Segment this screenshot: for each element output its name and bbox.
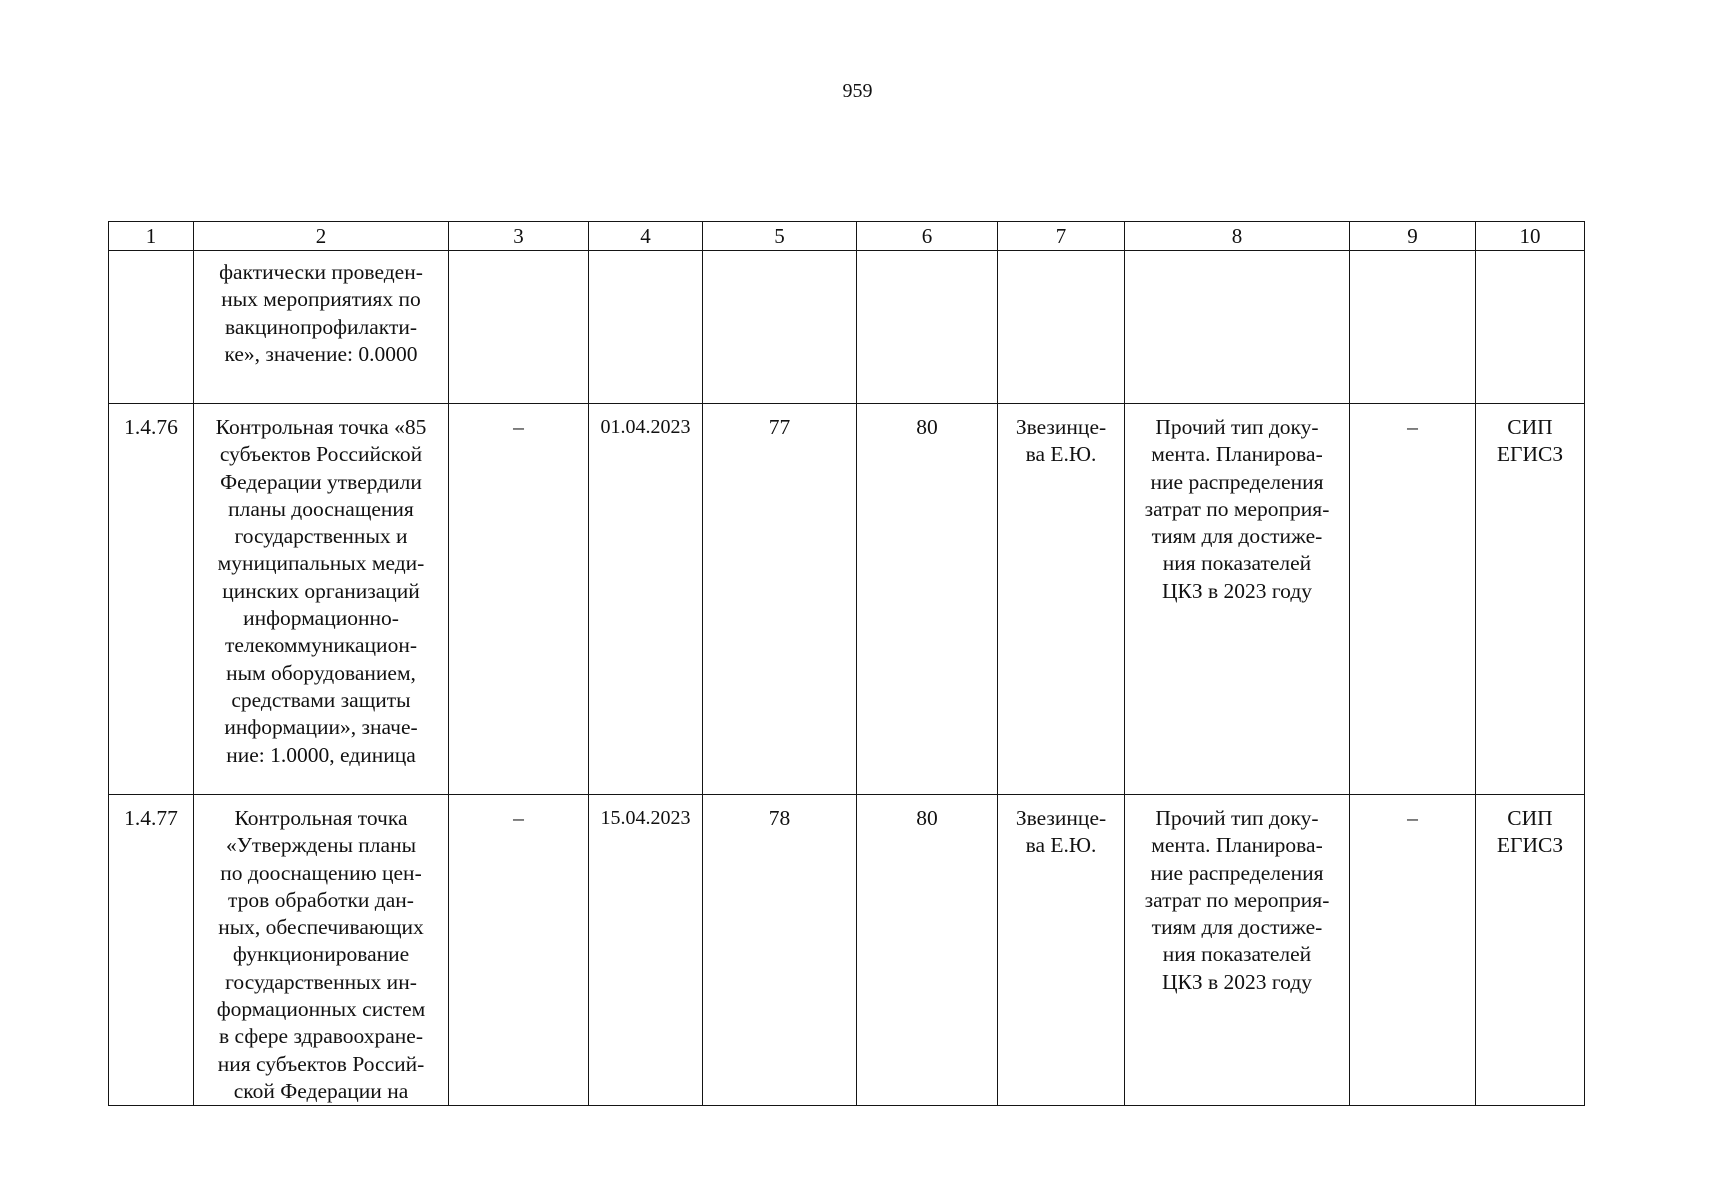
text-line: ва Е.Ю. [1025,833,1097,858]
cell-document-type [1125,795,1350,1106]
text-line: муниципальных меди- [217,551,425,576]
text-line: телекоммуникацион- [225,633,417,658]
column-header: 10 [1476,222,1585,251]
text-line: Федерации утвердили [220,469,422,494]
cell-number: 1.4.76 [109,404,194,795]
cell-col9: – [1350,404,1476,795]
text-line: ния показателей [1162,551,1312,576]
cell-responsible [998,251,1125,404]
text-line: информации», значе- [224,715,418,740]
cell-document-type [1125,251,1350,404]
text-line: вакцинопрофилакти- [224,314,418,339]
cell-system [1476,251,1585,404]
table-header-row [109,222,1585,251]
text-line: функционирование [232,942,410,967]
text-line: ЕГИСЗ [1496,442,1564,467]
text-line: по дооснащению цен- [220,860,422,885]
text-line: ке», значение: 0.0000 [224,341,418,366]
text-line: ных, обеспечивающих [218,915,424,940]
text-line: Звезинце- [1015,415,1107,439]
cell-system [1476,404,1585,795]
cell-date: 15.04.2023 [589,795,703,1106]
cell-number: 1.4.77 [109,795,194,1106]
cell-col5: 77 [703,404,857,795]
page-number: 959 [842,80,873,102]
text-line: затрат по мероприя- [1144,496,1330,521]
text-line: фактически проведен- [219,260,423,284]
text-line: ние: 1.0000, единица [226,742,416,767]
text-line: ным оборудованием, [226,660,416,685]
cell-col5 [703,251,857,404]
text-line: цинских организаций [222,578,420,603]
text-line: ЕГИСЗ [1496,833,1564,858]
cell-col3: – [449,404,589,795]
table-row [109,404,1585,795]
text-line: ЦКЗ в 2023 году [1161,578,1313,603]
text-line: ние распределения [1150,469,1324,494]
column-header: 1 [109,222,194,251]
text-line: в сфере здравоохране- [218,1024,424,1049]
text-line: СИП [1507,806,1553,830]
column-header: 4 [589,222,703,251]
column-header: 8 [1125,222,1350,251]
text-line: ской Федерации на [233,1078,409,1103]
text-line: тров обработки дан- [228,887,414,912]
cell-date: 01.04.2023 [589,404,703,795]
text-line: мента. Планирова- [1151,833,1323,858]
text-line: затрат по мероприя- [1144,887,1330,912]
table-row [109,795,1585,1106]
document-table [108,221,1585,1106]
cell-col5: 78 [703,795,857,1106]
text-line: государственных и [234,524,408,549]
text-line: тиям для достиже- [1151,524,1323,549]
cell-col6: 80 [857,795,998,1106]
cell-document-type [1125,404,1350,795]
text-line: мента. Планирова- [1151,442,1323,467]
column-header: 6 [857,222,998,251]
text-line: Звезинце- [1015,806,1107,830]
text-line: средствами защиты [231,687,411,712]
text-line: Контрольная точка «85 [215,415,427,439]
cell-col6 [857,251,998,404]
cell-col3 [449,251,589,404]
text-line: Контрольная точка [234,806,408,830]
cell-description [194,251,449,404]
cell-responsible [998,404,1125,795]
text-line: формационных систем [216,997,426,1022]
cell-description [194,795,449,1106]
text-line: ЦКЗ в 2023 году [1161,969,1313,994]
column-header: 3 [449,222,589,251]
cell-description [194,404,449,795]
cell-col3: – [449,795,589,1106]
text-line: государственных ин- [225,969,417,994]
text-line: «Утверждены планы [225,833,417,858]
column-header: 9 [1350,222,1476,251]
cell-col9 [1350,251,1476,404]
cell-number [109,251,194,404]
cell-responsible [998,795,1125,1106]
text-line: ва Е.Ю. [1025,442,1097,467]
text-line: ния субъектов Россий- [217,1051,425,1076]
column-header: 7 [998,222,1125,251]
text-line: Прочий тип доку- [1155,415,1319,439]
table-row-continuation [109,251,1585,404]
cell-date [589,251,703,404]
column-header: 2 [194,222,449,251]
column-header: 5 [703,222,857,251]
text-line: субъектов Российской [219,442,423,467]
cell-col9: – [1350,795,1476,1106]
text-line: СИП [1507,415,1553,439]
text-line: ных мероприятиях по [221,287,421,312]
text-line: Прочий тип доку- [1155,806,1319,830]
text-line: планы дооснащения [228,496,414,521]
text-line: ния показателей [1162,942,1312,967]
text-line: тиям для достиже- [1151,915,1323,940]
text-line: информационно- [243,606,399,631]
cell-system [1476,795,1585,1106]
text-line: ние распределения [1150,860,1324,885]
cell-col6: 80 [857,404,998,795]
